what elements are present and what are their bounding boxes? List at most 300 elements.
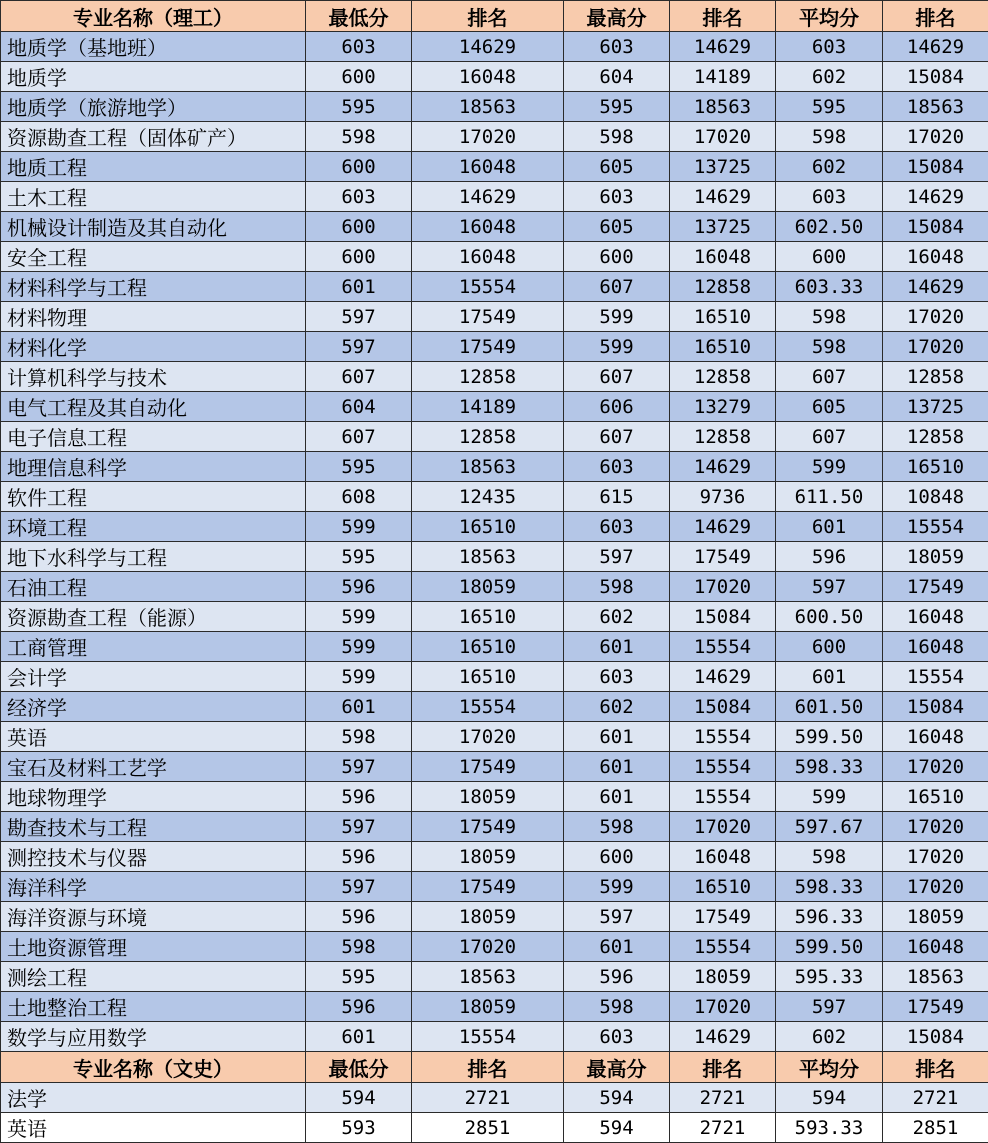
cell-max-score: 615 xyxy=(564,482,670,512)
cell-major-name: 软件工程 xyxy=(1,482,306,512)
cell-avg-rank: 17020 xyxy=(883,842,988,872)
cell-min-rank: 15554 xyxy=(412,272,564,302)
cell-avg-score: 607 xyxy=(776,362,883,392)
cell-min-rank: 2851 xyxy=(412,1113,564,1143)
cell-avg-rank: 13725 xyxy=(883,392,988,422)
cell-min-rank: 16048 xyxy=(412,62,564,92)
cell-min-rank: 16048 xyxy=(412,212,564,242)
cell-max-rank: 17020 xyxy=(670,992,776,1022)
cell-avg-score: 600.50 xyxy=(776,602,883,632)
cell-avg-score: 597 xyxy=(776,992,883,1022)
table-row xyxy=(1,302,988,332)
cell-avg-rank: 10848 xyxy=(883,482,988,512)
cell-avg-rank: 18563 xyxy=(883,962,988,992)
cell-max-rank: 14629 xyxy=(670,182,776,212)
table-row xyxy=(1,392,988,422)
cell-major-name: 安全工程 xyxy=(1,242,306,272)
cell-avg-score: 596.33 xyxy=(776,902,883,932)
cell-avg-score: 598.33 xyxy=(776,752,883,782)
cell-min-rank: 17020 xyxy=(412,122,564,152)
cell-major-name: 经济学 xyxy=(1,692,306,722)
cell-major-name: 地理信息科学 xyxy=(1,452,306,482)
cell-major-name: 土地资源管理 xyxy=(1,932,306,962)
table-row xyxy=(1,842,988,872)
cell-max-rank: 14629 xyxy=(670,1022,776,1052)
cell-max-score: 603 xyxy=(564,1022,670,1052)
cell-max-rank: 13725 xyxy=(670,152,776,182)
cell-min-rank: 18059 xyxy=(412,842,564,872)
cell-avg-rank: 12858 xyxy=(883,422,988,452)
cell-avg-score: 597.67 xyxy=(776,812,883,842)
cell-min-rank: 17549 xyxy=(412,872,564,902)
cell-avg-score: 600 xyxy=(776,242,883,272)
cell-avg-score: 596 xyxy=(776,542,883,572)
header-min-rank: 排名 xyxy=(412,1052,564,1083)
cell-min-score: 595 xyxy=(306,962,412,992)
table-row xyxy=(1,482,988,512)
cell-major-name: 法学 xyxy=(1,1083,306,1113)
cell-min-score: 595 xyxy=(306,92,412,122)
cell-avg-rank: 15084 xyxy=(883,62,988,92)
table-row xyxy=(1,662,988,692)
cell-max-score: 607 xyxy=(564,422,670,452)
table-row xyxy=(1,512,988,542)
cell-min-rank: 18059 xyxy=(412,902,564,932)
cell-min-rank: 16510 xyxy=(412,662,564,692)
cell-avg-rank: 17020 xyxy=(883,812,988,842)
cell-min-rank: 17020 xyxy=(412,932,564,962)
table-row xyxy=(1,452,988,482)
cell-min-rank: 18563 xyxy=(412,452,564,482)
cell-min-rank: 17020 xyxy=(412,722,564,752)
cell-min-score: 597 xyxy=(306,752,412,782)
cell-max-score: 598 xyxy=(564,812,670,842)
table-row xyxy=(1,992,988,1022)
table-row xyxy=(1,932,988,962)
cell-min-score: 599 xyxy=(306,602,412,632)
cell-avg-score: 599 xyxy=(776,452,883,482)
cell-major-name: 土地整治工程 xyxy=(1,992,306,1022)
table-body xyxy=(1,1,988,1143)
cell-min-score: 597 xyxy=(306,332,412,362)
cell-min-rank: 16510 xyxy=(412,602,564,632)
cell-max-score: 603 xyxy=(564,512,670,542)
cell-max-score: 594 xyxy=(564,1083,670,1113)
cell-major-name: 计算机科学与技术 xyxy=(1,362,306,392)
cell-major-name: 地下水科学与工程 xyxy=(1,542,306,572)
cell-avg-rank: 17020 xyxy=(883,332,988,362)
table-row xyxy=(1,782,988,812)
header-max-score: 最高分 xyxy=(564,1052,670,1083)
cell-avg-rank: 15554 xyxy=(883,662,988,692)
cell-avg-rank: 17020 xyxy=(883,302,988,332)
cell-max-score: 598 xyxy=(564,122,670,152)
cell-min-score: 604 xyxy=(306,392,412,422)
cell-avg-rank: 12858 xyxy=(883,362,988,392)
table-row xyxy=(1,812,988,842)
cell-max-score: 599 xyxy=(564,872,670,902)
table-row xyxy=(1,1113,988,1143)
cell-max-rank: 17549 xyxy=(670,542,776,572)
cell-max-score: 603 xyxy=(564,32,670,62)
table-row xyxy=(1,272,988,302)
cell-avg-rank: 2721 xyxy=(883,1083,988,1113)
table-row xyxy=(1,542,988,572)
cell-max-score: 596 xyxy=(564,962,670,992)
cell-min-score: 595 xyxy=(306,542,412,572)
cell-max-rank: 17020 xyxy=(670,572,776,602)
table-row xyxy=(1,122,988,152)
cell-min-rank: 18059 xyxy=(412,992,564,1022)
cell-avg-score: 598.33 xyxy=(776,872,883,902)
cell-avg-score: 599.50 xyxy=(776,722,883,752)
cell-avg-score: 602 xyxy=(776,1022,883,1052)
cell-avg-score: 602.50 xyxy=(776,212,883,242)
cell-min-rank: 17549 xyxy=(412,302,564,332)
cell-avg-score: 607 xyxy=(776,422,883,452)
cell-min-score: 600 xyxy=(306,242,412,272)
cell-min-rank: 18563 xyxy=(412,962,564,992)
cell-avg-rank: 15084 xyxy=(883,692,988,722)
cell-min-score: 599 xyxy=(306,512,412,542)
cell-avg-rank: 16048 xyxy=(883,632,988,662)
cell-avg-rank: 16048 xyxy=(883,932,988,962)
cell-max-rank: 17549 xyxy=(670,902,776,932)
cell-max-rank: 18059 xyxy=(670,962,776,992)
cell-max-score: 599 xyxy=(564,332,670,362)
header-max-score: 最高分 xyxy=(564,1,670,32)
table-row xyxy=(1,32,988,62)
cell-min-rank: 17549 xyxy=(412,812,564,842)
cell-major-name: 会计学 xyxy=(1,662,306,692)
cell-max-score: 597 xyxy=(564,542,670,572)
cell-min-score: 596 xyxy=(306,842,412,872)
cell-min-score: 601 xyxy=(306,692,412,722)
cell-avg-score: 602 xyxy=(776,62,883,92)
cell-major-name: 地质学 xyxy=(1,62,306,92)
table-row xyxy=(1,632,988,662)
cell-min-rank: 18059 xyxy=(412,572,564,602)
cell-max-rank: 18563 xyxy=(670,92,776,122)
cell-major-name: 英语 xyxy=(1,1113,306,1143)
cell-max-rank: 15554 xyxy=(670,932,776,962)
table-row xyxy=(1,602,988,632)
cell-max-score: 602 xyxy=(564,692,670,722)
table-row xyxy=(1,1022,988,1052)
cell-min-score: 598 xyxy=(306,932,412,962)
cell-min-score: 596 xyxy=(306,782,412,812)
cell-max-score: 606 xyxy=(564,392,670,422)
cell-max-rank: 2721 xyxy=(670,1083,776,1113)
cell-max-score: 600 xyxy=(564,842,670,872)
cell-min-rank: 16048 xyxy=(412,242,564,272)
cell-avg-score: 599.50 xyxy=(776,932,883,962)
cell-min-score: 596 xyxy=(306,572,412,602)
cell-max-score: 602 xyxy=(564,602,670,632)
cell-avg-rank: 16048 xyxy=(883,242,988,272)
cell-max-score: 601 xyxy=(564,932,670,962)
table-row xyxy=(1,692,988,722)
table-row xyxy=(1,212,988,242)
cell-max-rank: 16048 xyxy=(670,242,776,272)
cell-major-name: 海洋科学 xyxy=(1,872,306,902)
cell-min-score: 608 xyxy=(306,482,412,512)
cell-min-score: 599 xyxy=(306,662,412,692)
cell-min-rank: 18563 xyxy=(412,542,564,572)
cell-min-score: 603 xyxy=(306,182,412,212)
cell-max-rank: 12858 xyxy=(670,422,776,452)
cell-major-name: 宝石及材料工艺学 xyxy=(1,752,306,782)
cell-major-name: 环境工程 xyxy=(1,512,306,542)
cell-min-rank: 12858 xyxy=(412,362,564,392)
cell-avg-rank: 16510 xyxy=(883,452,988,482)
cell-avg-rank: 18563 xyxy=(883,92,988,122)
cell-major-name: 地质工程 xyxy=(1,152,306,182)
cell-major-name: 地质学（基地班） xyxy=(1,32,306,62)
table-row xyxy=(1,872,988,902)
cell-avg-score: 603.33 xyxy=(776,272,883,302)
header-min-score: 最低分 xyxy=(306,1,412,32)
table-row xyxy=(1,152,988,182)
cell-max-rank: 15554 xyxy=(670,752,776,782)
header-max-rank: 排名 xyxy=(670,1052,776,1083)
table-row xyxy=(1,962,988,992)
cell-min-score: 607 xyxy=(306,362,412,392)
table-row xyxy=(1,1083,988,1113)
cell-min-score: 593 xyxy=(306,1113,412,1143)
cell-avg-rank: 14629 xyxy=(883,32,988,62)
cell-min-rank: 12858 xyxy=(412,422,564,452)
cell-max-score: 607 xyxy=(564,362,670,392)
cell-min-score: 597 xyxy=(306,872,412,902)
cell-max-rank: 15554 xyxy=(670,632,776,662)
cell-avg-rank: 15554 xyxy=(883,512,988,542)
cell-major-name: 工商管理 xyxy=(1,632,306,662)
cell-max-rank: 15554 xyxy=(670,722,776,752)
cell-avg-score: 598 xyxy=(776,842,883,872)
cell-min-score: 598 xyxy=(306,122,412,152)
cell-max-rank: 16510 xyxy=(670,872,776,902)
cell-min-rank: 16510 xyxy=(412,632,564,662)
cell-min-rank: 15554 xyxy=(412,1022,564,1052)
cell-max-score: 595 xyxy=(564,92,670,122)
cell-major-name: 地球物理学 xyxy=(1,782,306,812)
cell-min-rank: 14629 xyxy=(412,182,564,212)
cell-min-score: 595 xyxy=(306,452,412,482)
cell-max-score: 601 xyxy=(564,752,670,782)
table-row xyxy=(1,752,988,782)
cell-max-rank: 15084 xyxy=(670,692,776,722)
table-row xyxy=(1,422,988,452)
cell-max-score: 603 xyxy=(564,452,670,482)
cell-max-score: 601 xyxy=(564,722,670,752)
cell-avg-rank: 17020 xyxy=(883,872,988,902)
cell-avg-rank: 16048 xyxy=(883,722,988,752)
cell-avg-rank: 16048 xyxy=(883,602,988,632)
cell-avg-score: 594 xyxy=(776,1083,883,1113)
cell-avg-score: 601 xyxy=(776,662,883,692)
cell-major-name: 石油工程 xyxy=(1,572,306,602)
header-avg-rank: 排名 xyxy=(883,1,988,32)
cell-avg-rank: 16510 xyxy=(883,782,988,812)
cell-avg-rank: 15084 xyxy=(883,1022,988,1052)
header-avg-score: 平均分 xyxy=(776,1,883,32)
table-row xyxy=(1,62,988,92)
cell-avg-score: 593.33 xyxy=(776,1113,883,1143)
header-min-score: 最低分 xyxy=(306,1052,412,1083)
cell-avg-score: 611.50 xyxy=(776,482,883,512)
cell-max-score: 597 xyxy=(564,902,670,932)
cell-avg-score: 602 xyxy=(776,152,883,182)
cell-avg-rank: 17549 xyxy=(883,572,988,602)
cell-major-name: 测控技术与仪器 xyxy=(1,842,306,872)
cell-min-rank: 17549 xyxy=(412,332,564,362)
cell-avg-rank: 15084 xyxy=(883,212,988,242)
cell-min-rank: 2721 xyxy=(412,1083,564,1113)
table-row xyxy=(1,572,988,602)
table-row xyxy=(1,362,988,392)
cell-min-rank: 16048 xyxy=(412,152,564,182)
cell-min-score: 600 xyxy=(306,62,412,92)
cell-major-name: 电气工程及其自动化 xyxy=(1,392,306,422)
header-avg-rank: 排名 xyxy=(883,1052,988,1083)
cell-major-name: 英语 xyxy=(1,722,306,752)
cell-max-score: 600 xyxy=(564,242,670,272)
cell-min-rank: 18059 xyxy=(412,782,564,812)
cell-min-score: 597 xyxy=(306,302,412,332)
cell-max-rank: 17020 xyxy=(670,812,776,842)
cell-avg-score: 598 xyxy=(776,302,883,332)
cell-min-score: 600 xyxy=(306,152,412,182)
cell-max-score: 599 xyxy=(564,302,670,332)
cell-avg-score: 598 xyxy=(776,122,883,152)
cell-avg-rank: 14629 xyxy=(883,182,988,212)
cell-major-name: 海洋资源与环境 xyxy=(1,902,306,932)
table-row xyxy=(1,332,988,362)
cell-avg-score: 603 xyxy=(776,182,883,212)
cell-avg-rank: 17549 xyxy=(883,992,988,1022)
header-major-name: 专业名称（文史） xyxy=(1,1052,306,1083)
header-row-science xyxy=(1,1,988,32)
cell-avg-score: 601 xyxy=(776,512,883,542)
cell-max-rank: 14189 xyxy=(670,62,776,92)
cell-min-score: 597 xyxy=(306,812,412,842)
cell-min-rank: 14629 xyxy=(412,32,564,62)
cell-min-rank: 18563 xyxy=(412,92,564,122)
cell-avg-score: 605 xyxy=(776,392,883,422)
cell-max-rank: 14629 xyxy=(670,32,776,62)
cell-max-rank: 16510 xyxy=(670,302,776,332)
cell-avg-score: 603 xyxy=(776,32,883,62)
cell-major-name: 材料化学 xyxy=(1,332,306,362)
cell-major-name: 资源勘查工程（固体矿产） xyxy=(1,122,306,152)
cell-max-score: 605 xyxy=(564,212,670,242)
cell-major-name: 数学与应用数学 xyxy=(1,1022,306,1052)
cell-major-name: 机械设计制造及其自动化 xyxy=(1,212,306,242)
cell-max-rank: 16048 xyxy=(670,842,776,872)
cell-min-score: 599 xyxy=(306,632,412,662)
cell-avg-score: 601.50 xyxy=(776,692,883,722)
cell-avg-score: 597 xyxy=(776,572,883,602)
cell-min-score: 600 xyxy=(306,212,412,242)
cell-max-score: 607 xyxy=(564,272,670,302)
cell-min-rank: 16510 xyxy=(412,512,564,542)
cell-max-rank: 12858 xyxy=(670,272,776,302)
cell-major-name: 资源勘查工程（能源） xyxy=(1,602,306,632)
cell-avg-score: 599 xyxy=(776,782,883,812)
cell-max-rank: 14629 xyxy=(670,452,776,482)
header-avg-score: 平均分 xyxy=(776,1052,883,1083)
table-row xyxy=(1,92,988,122)
cell-max-rank: 17020 xyxy=(670,122,776,152)
cell-avg-score: 600 xyxy=(776,632,883,662)
cell-min-score: 607 xyxy=(306,422,412,452)
cell-avg-rank: 15084 xyxy=(883,152,988,182)
cell-max-rank: 13279 xyxy=(670,392,776,422)
header-major-name: 专业名称（理工） xyxy=(1,1,306,32)
cell-max-rank: 16510 xyxy=(670,332,776,362)
cell-avg-score: 595.33 xyxy=(776,962,883,992)
table-row xyxy=(1,242,988,272)
cell-major-name: 材料物理 xyxy=(1,302,306,332)
cell-max-score: 605 xyxy=(564,152,670,182)
cell-avg-rank: 17020 xyxy=(883,752,988,782)
cell-avg-rank: 18059 xyxy=(883,902,988,932)
cell-major-name: 材料科学与工程 xyxy=(1,272,306,302)
cell-avg-rank: 17020 xyxy=(883,122,988,152)
header-row-arts xyxy=(1,1052,988,1083)
cell-avg-rank: 18059 xyxy=(883,542,988,572)
cell-major-name: 勘查技术与工程 xyxy=(1,812,306,842)
header-min-rank: 排名 xyxy=(412,1,564,32)
cell-max-rank: 14629 xyxy=(670,662,776,692)
cell-avg-score: 595 xyxy=(776,92,883,122)
cell-min-score: 594 xyxy=(306,1083,412,1113)
cell-min-score: 601 xyxy=(306,272,412,302)
cell-max-score: 603 xyxy=(564,182,670,212)
cell-max-rank: 15084 xyxy=(670,602,776,632)
cell-min-rank: 15554 xyxy=(412,692,564,722)
cell-avg-score: 598 xyxy=(776,332,883,362)
cell-max-score: 601 xyxy=(564,632,670,662)
cell-max-score: 598 xyxy=(564,992,670,1022)
cell-max-rank: 15554 xyxy=(670,782,776,812)
cell-max-score: 604 xyxy=(564,62,670,92)
cell-avg-rank: 14629 xyxy=(883,272,988,302)
table-row xyxy=(1,722,988,752)
header-max-rank: 排名 xyxy=(670,1,776,32)
cell-major-name: 土木工程 xyxy=(1,182,306,212)
cell-max-rank: 14629 xyxy=(670,512,776,542)
cell-max-score: 601 xyxy=(564,782,670,812)
cell-min-score: 596 xyxy=(306,992,412,1022)
cell-avg-rank: 2851 xyxy=(883,1113,988,1143)
cell-max-score: 603 xyxy=(564,662,670,692)
cell-min-score: 601 xyxy=(306,1022,412,1052)
cell-min-rank: 17549 xyxy=(412,752,564,782)
table-row xyxy=(1,902,988,932)
cell-min-rank: 14189 xyxy=(412,392,564,422)
cell-min-score: 596 xyxy=(306,902,412,932)
cell-max-score: 594 xyxy=(564,1113,670,1143)
cell-max-rank: 13725 xyxy=(670,212,776,242)
cell-max-score: 598 xyxy=(564,572,670,602)
cell-max-rank: 9736 xyxy=(670,482,776,512)
cell-major-name: 电子信息工程 xyxy=(1,422,306,452)
cell-max-rank: 2721 xyxy=(670,1113,776,1143)
cell-major-name: 地质学（旅游地学） xyxy=(1,92,306,122)
cell-max-rank: 12858 xyxy=(670,362,776,392)
